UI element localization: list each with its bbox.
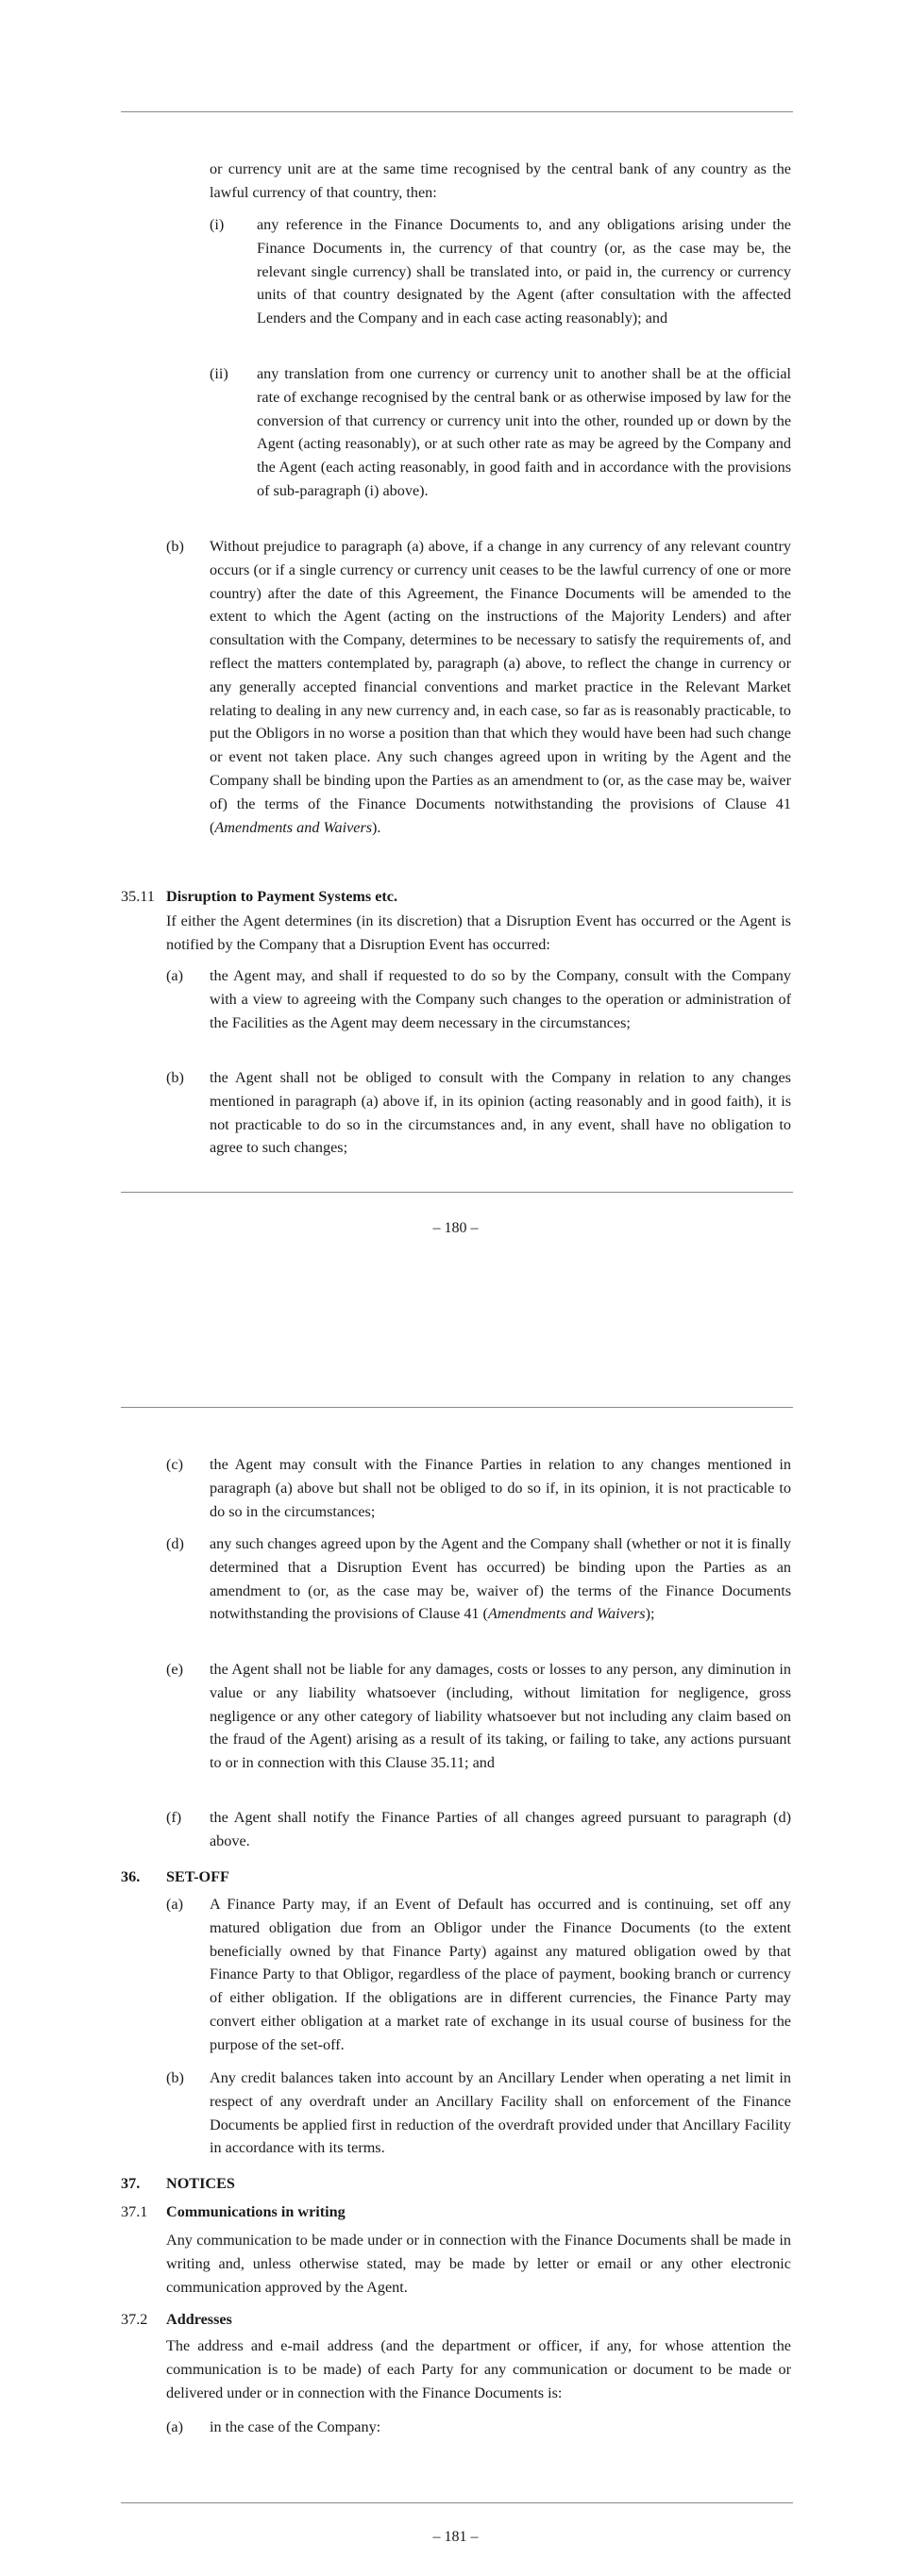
item-text: the Agent shall not be liable for any damages, costs or losses to any person, any diminution in value or any liability whatsoever (including, without limitation for negligence, gross negligence or any other category of liability whatsoever but not including any claim based on the fraud of the Agent) arising as a result of its taking, or failing to take, any actions pursuant to or in connection with this Clause 35.11; and (210, 1661, 791, 1772)
item-text: A Finance Party may, if an Event of Default has occurred and is continuing, set off any matured obligation due from an Obligor under the Finance Documents (to the extent beneficially owned by that Finance Party) against any matured obligation owed by that Finance Party to that Obligor, regardless of the place of payment, booking branch or currency of either obligation. If the obligations are in different currencies, the Finance Party may convert either obligation at a market rate of exchange in its usual course of business for the purpose of the set-off. (210, 1896, 791, 2053)
item-label: (ii) (210, 365, 228, 382)
item-text: in the case of the Company: (210, 2418, 381, 2435)
item-label: (b) (166, 2069, 184, 2086)
item-label: (a) (166, 967, 183, 984)
item-text: the Agent shall notify the Finance Parties of all changes agreed pursuant to paragraph (d) above. (210, 1809, 791, 1849)
clause-number: 36. (121, 1868, 141, 1885)
top-rule (121, 111, 793, 112)
clause-number: 37.2 (121, 2311, 148, 2328)
item-text: any reference in the Finance Documents to, and any obligations arising under the Finance Documents in, the currency of that country (or, as the case may be, the relevant single currency) shall be translated into, or paid in, the currency or currency units of that country designated by the Agent (after consultation with the affected Lenders and the Company and in each case acting reasonably); and (257, 216, 791, 327)
item-tail: ); (645, 1605, 655, 1623)
top-rule (121, 1407, 793, 1408)
intro-text: or currency unit are at the same time recognised by the central bank of any country as the lawful currency of that country, then: (210, 160, 791, 201)
item-label: (c) (166, 1456, 183, 1473)
item-text: Any credit balances taken into account by an Ancillary Lender when operating a net limit in respect of any overdraft under an Ancillary Facility shall on enforcement of the Finance Documents be applied first in reduction of the overdraft provided under that Ancillary Facility in accordance with its terms. (210, 2069, 791, 2157)
paragraph-b-text: Without prejudice to paragraph (a) above, if a change in any currency of any relevant country occurs (or if a single currency or currency unit ceases to be the lawful currency of one or more country) after the date of this Agreement, the Finance Documents will be amended to the extent to which the Agent (acting on the instructions of the Majority Lenders) and after consultation with the Company, determines to be necessary to satisfy the requirements of, and reflect the matters contemplated by, paragraph (a) above, to reflect the change in currency or any generally accepted financial conventions and market practice in the Relevant Market relating to dealing in any new currency and, in each case, so far as is reasonably practicable, to put the Obligors in no worse a position than that which they would have been had such change or event not taken place. Any such changes agreed upon in writing by the Agent and the Company shall be binding upon the Parties as an amendment to (or, as the case may be, waiver of) the terms of the Finance Documents notwithstanding the provisions of Clause 41 ( (210, 538, 791, 836)
cross-reference: Amendments and Waivers (487, 1605, 646, 1623)
item-text: any translation from one currency or currency unit to another shall be at the official rate of exchange recognised by the central bank or as otherwise imposed by law for the conversion of that currency or currency unit into the other, rounded up or down by the Agent (acting reasonably), or at such other rate as may be agreed by the Company and the Agent (each acting reasonably, in good faith and in accordance with the provisions of sub-paragraph (i) above). (257, 365, 791, 499)
item-text: any such changes agreed upon by the Agent and the Company shall (whether or not it is finally determined that a Disruption Event has occurred) be binding upon the Parties as an amendment to (or, as the case may be, waiver of) the terms of the Finance Documents notwithstanding the provisions of Clause 41 ( (210, 1535, 791, 1623)
bottom-rule (121, 1192, 793, 1193)
item-text: the Agent may, and shall if requested to do so by the Company, consult with the Company with a view to agreeing with the Company such changes to the operation or administration of the Facilities as the Agent may deem necessary in the circumstances; (210, 967, 791, 1031)
item-label: (i) (210, 216, 225, 233)
paragraph-b (210, 535, 791, 839)
paragraph-b-tail: ). (372, 818, 381, 836)
clause-title: SET-OFF (166, 1868, 229, 1885)
page-number: – 181 – (432, 2529, 479, 2545)
item-label: (b) (166, 538, 184, 555)
clause-number: 37. (121, 2175, 141, 2192)
clause-title: Disruption to Payment Systems etc. (166, 888, 398, 905)
item-label: (a) (166, 2418, 183, 2435)
item-label: (d) (166, 1535, 184, 1552)
clause-text: The address and e-mail address (and the department or officer, if any, for whose attention the communication is to be made) of each Party for any communication or document to be made or delivered under or in connection with the Finance Documents is: (166, 2337, 791, 2401)
clause-title: NOTICES (166, 2175, 235, 2192)
cross-reference: Amendments and Waivers (214, 818, 373, 836)
item-label: (e) (166, 1661, 183, 1678)
clause-intro: If either the Agent determines (in its discretion) that a Disruption Event has occurred or the Agent is notified by the Company that a Disruption Event has occurred: (166, 912, 791, 953)
clause-number: 37.1 (121, 2203, 148, 2220)
item-text: the Agent shall not be obliged to consult with the Company in relation to any changes mentioned in paragraph (a) above if, in its opinion (acting reasonably and in good faith), it is not practicable to do so in the circumstances and, in any event, shall have no obligation to agree to such changes; (210, 1069, 791, 1157)
item-text: the Agent may consult with the Finance Parties in relation to any changes mentioned in paragraph (a) above but shall not be obliged to do so if, in its opinion, it is not practicable to do so in the circumstances; (210, 1456, 791, 1520)
clause-text: Any communication to be made under or in connection with the Finance Documents shall be made in writing and, unless otherwise stated, may be made by letter or email or any other electronic communication approved by the Agent. (166, 2232, 791, 2296)
bottom-rule (121, 2502, 793, 2503)
clause-number: 35.11 (121, 888, 155, 905)
clause-title: Addresses (166, 2311, 232, 2328)
page-number: – 180 – (432, 1220, 479, 1236)
item-label: (b) (166, 1069, 184, 1086)
item-label: (f) (166, 1809, 182, 1826)
item-d (210, 1532, 791, 1626)
item-label: (a) (166, 1896, 183, 1913)
clause-title: Communications in writing (166, 2203, 346, 2220)
